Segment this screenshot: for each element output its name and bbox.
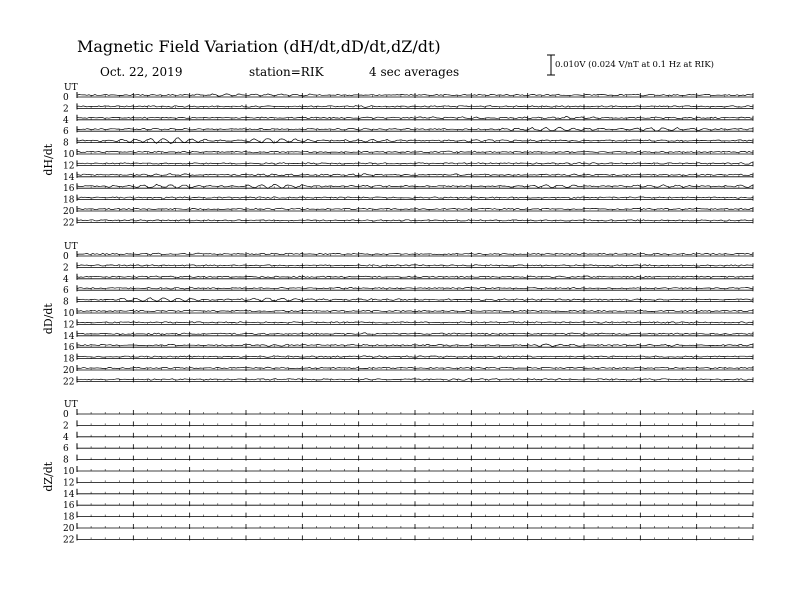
row-label-2: 2 xyxy=(63,263,69,274)
y-axis-label: dZ/dt xyxy=(42,461,55,492)
row-label-0: 0 xyxy=(63,252,69,262)
y-axis-label: dD/dt xyxy=(42,303,55,335)
row-label-20: 20 xyxy=(63,207,75,217)
row-label-20: 20 xyxy=(63,366,75,376)
panel-dH xyxy=(42,83,753,228)
row-label-18: 18 xyxy=(63,195,75,206)
scale-bar xyxy=(547,55,555,75)
row-label-14: 14 xyxy=(63,331,75,342)
row-label-10: 10 xyxy=(63,467,75,477)
row-label-0: 0 xyxy=(63,93,69,103)
row-label-8: 8 xyxy=(63,297,69,308)
row-label-4: 4 xyxy=(63,432,69,443)
row-label-4: 4 xyxy=(63,274,69,285)
row-label-16: 16 xyxy=(63,501,75,512)
row-label-4: 4 xyxy=(63,115,69,126)
row-label-18: 18 xyxy=(63,354,75,365)
row-label-22: 22 xyxy=(63,218,75,229)
row-label-0: 0 xyxy=(63,410,69,420)
row-label-22: 22 xyxy=(63,535,75,546)
date-label: Oct. 22, 2019 xyxy=(100,65,183,79)
row-label-12: 12 xyxy=(63,478,75,489)
row-label-8: 8 xyxy=(63,138,69,149)
row-label-12: 12 xyxy=(63,320,75,331)
row-label-2: 2 xyxy=(63,104,69,115)
panel-dD xyxy=(42,242,753,387)
scale-bar-label: 0.010V (0.024 V/nT at 0.1 Hz at RIK) xyxy=(555,60,714,70)
row-label-20: 20 xyxy=(63,524,75,534)
row-label-10: 10 xyxy=(63,309,75,319)
row-label-8: 8 xyxy=(63,455,69,466)
row-label-14: 14 xyxy=(63,489,75,500)
chart-title: Magnetic Field Variation (dH/dt,dD/dt,dZ/dt) xyxy=(77,37,441,56)
row-header-label: UT xyxy=(64,83,78,93)
row-label-12: 12 xyxy=(63,161,75,172)
averaging-label: 4 sec averages xyxy=(369,65,460,79)
row-header-label: UT xyxy=(64,242,78,252)
row-label-16: 16 xyxy=(63,343,75,354)
y-axis-label: dH/dt xyxy=(42,143,55,176)
panel-dZ xyxy=(42,400,753,545)
row-label-18: 18 xyxy=(63,512,75,523)
row-header-label: UT xyxy=(64,400,78,410)
station-label: station=RIK xyxy=(249,65,324,79)
row-label-6: 6 xyxy=(63,286,69,297)
row-label-2: 2 xyxy=(63,421,69,432)
row-label-16: 16 xyxy=(63,184,75,195)
row-label-22: 22 xyxy=(63,377,75,388)
row-label-6: 6 xyxy=(63,127,69,138)
row-label-14: 14 xyxy=(63,172,75,183)
row-label-10: 10 xyxy=(63,150,75,160)
row-label-6: 6 xyxy=(63,444,69,455)
